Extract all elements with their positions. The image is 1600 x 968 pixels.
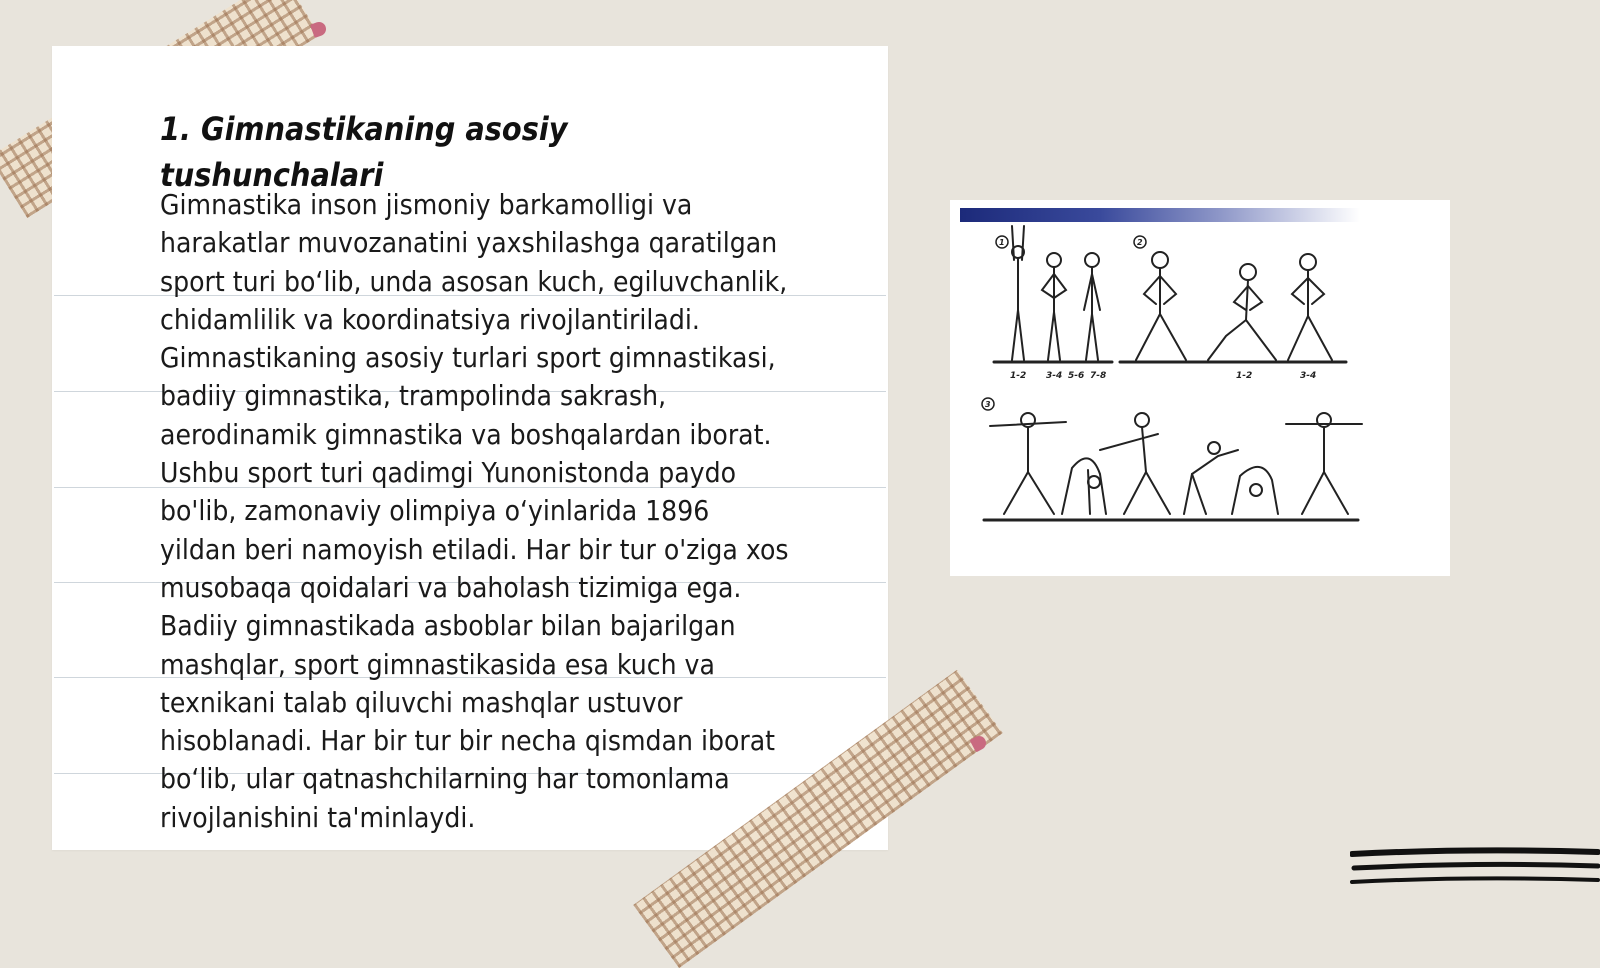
figure-standing: [1084, 253, 1100, 360]
figure-arms-out-right: [1286, 413, 1362, 514]
figure-lunge: [1208, 264, 1276, 360]
slide-body-text: Gimnastika inson jismoniy barkamolligi va harakatlar muvozanatini yaxshilashga qaratilgan sport turi bo‘lib, unda asosan kuch, egiluvchanlik, chidamlilik va koordinatsiya rivojlantiriladi. Gimnastikaning asosiy turlari sport gimnastikasi, badiiy gimnastika, trampolinda sakrash, aerodinamik gimnastika va boshqalardan iborat. Ushbu sport turi qadimgi Yunonistonda paydo bo'lib, zamonaviy olimpiya o‘yinlarida 1896 yildan beri namoyish etiladi. Har bir tur o'ziga xos musobaqa qoidalari va baholash tizimiga ega. Badiiy gimnastikada asboblar bilan bajarilgan mashqlar, sport gimnastikasida esa kuch va texnikani talab qiluvchi mashqlar ustuvor hisoblanadi. Har bir tur bir necha qismdan iborat bo‘lib, ular qatnashchilarning har tomonlama rivojlanishini ta'minlaydi.: [160, 188, 789, 834]
slide-title: 1. Gimnastikaning asosiy tushunchalari: [160, 110, 568, 194]
figure-arms-up: [1012, 226, 1024, 360]
figure-forward-bend: [1062, 458, 1106, 514]
row-marker-label: 2: [1137, 238, 1143, 247]
figure-twist: [1184, 442, 1238, 514]
row-marker-label: 1: [999, 238, 1005, 247]
gymnastics-exercise-illustration: [950, 224, 1450, 554]
count-label: 5-6: [1068, 371, 1085, 381]
figure-side-stretch: [1100, 413, 1170, 514]
figure-hands-on-waist: [1042, 253, 1066, 360]
figure-header-bar: [960, 208, 1360, 222]
count-label: 3-4: [1046, 371, 1063, 381]
count-label: 3-4: [1300, 371, 1317, 381]
gymnastics-figure: [950, 200, 1450, 576]
ink-scribble-lines: [1350, 846, 1600, 900]
count-label: 1-2: [1236, 371, 1253, 381]
row-marker-label: 3: [985, 400, 991, 409]
figure-deep-bend: [1232, 467, 1278, 514]
figure-wide-stance: [1136, 252, 1186, 360]
count-label: 7-8: [1090, 371, 1107, 381]
figure-arms-out: [990, 413, 1066, 514]
figure-hands-on-hips: [1288, 254, 1332, 360]
count-label: 1-2: [1010, 371, 1027, 381]
